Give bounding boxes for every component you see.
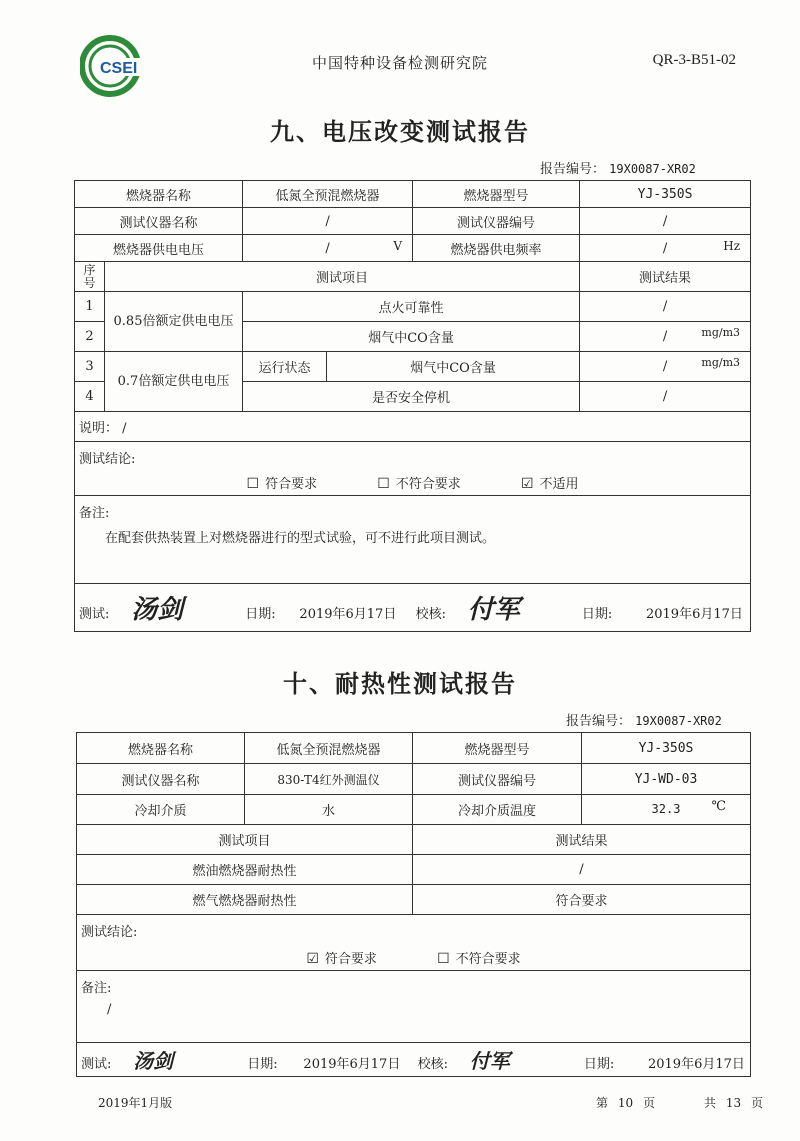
- row-item: 烟气中CO含量: [243, 322, 580, 352]
- coolant-temp-cell: [582, 795, 751, 825]
- frequency-label: 燃烧器供电频率: [413, 235, 580, 262]
- date-label: 日期:: [583, 1057, 615, 1072]
- row-no: 1: [75, 292, 105, 322]
- checked-checkbox-icon: ☑: [306, 951, 319, 967]
- remark-text: 在配套供热装置上对燃烧器进行的型式试验，可不进行此项目测试。: [105, 531, 496, 546]
- signature-row: [77, 1043, 751, 1077]
- instrument-no-value: YJ-WD-03: [582, 764, 751, 795]
- row-result: /: [580, 292, 751, 322]
- edition: 2019年1月版: [98, 1096, 173, 1110]
- page-indicator: [596, 1094, 763, 1111]
- checker-signature: 付军: [469, 1049, 510, 1073]
- burner-model-value: YJ-350S: [580, 181, 751, 208]
- tester-signature: 汤剑: [133, 1049, 174, 1073]
- conclusion-cell: [77, 915, 751, 971]
- option-not-applicable[interactable]: [521, 473, 579, 492]
- signature-row: [75, 584, 751, 632]
- checked-checkbox-icon: ☑: [520, 476, 534, 492]
- tester-label: 测试:: [81, 1057, 112, 1072]
- remark-label: 备注:: [79, 506, 110, 521]
- form-code: QR-3-B51-02: [652, 52, 736, 68]
- conclusion-label: 测试结论:: [79, 452, 136, 467]
- item-header: 测试项目: [77, 825, 413, 855]
- section10-title: 十、耐热性测试报告: [283, 670, 517, 698]
- row-result: /: [413, 855, 751, 885]
- checkbox-icon: ☐: [437, 951, 450, 967]
- option-label: 符合要求: [265, 477, 318, 492]
- burner-model-label: 燃烧器型号: [413, 181, 580, 208]
- frequency-value: /: [662, 240, 668, 256]
- remark-cell: [75, 496, 751, 584]
- voltage-label: 燃烧器供电电压: [75, 235, 243, 262]
- burner-model-value: YJ-350S: [582, 733, 751, 764]
- report-no-label: 报告编号：: [566, 714, 632, 729]
- burner-name-label: 燃烧器名称: [75, 181, 243, 208]
- row-item: 燃油燃烧器耐热性: [77, 855, 413, 885]
- conclusion-label: 测试结论:: [81, 925, 138, 940]
- note-cell: [75, 412, 751, 442]
- option-comply[interactable]: [306, 948, 377, 967]
- section9-report-no: [540, 158, 696, 177]
- instrument-no-label: 测试仪器编号: [413, 764, 582, 795]
- row-result: /: [580, 382, 751, 412]
- remark-text: /: [107, 1002, 112, 1017]
- burner-name-label: 燃烧器名称: [77, 733, 245, 764]
- organization-name: 中国特种设备检测研究院: [311, 54, 488, 72]
- checker-label: 校核:: [417, 1057, 448, 1072]
- voltage-cell: [243, 235, 413, 262]
- row-no: 3: [75, 352, 105, 382]
- voltage-value: /: [325, 240, 330, 256]
- section9-title: 九、电压改变测试报告: [270, 118, 530, 146]
- instrument-name-value: 830-T4红外测温仪: [245, 764, 413, 795]
- coolant-value: 水: [245, 795, 413, 825]
- option-label: 不适用: [539, 477, 579, 492]
- report-no-value: 19X0087-XR02: [609, 162, 696, 176]
- note-value: /: [122, 421, 127, 436]
- voltage-unit: V: [393, 239, 403, 253]
- group-07-voltage: 0.7倍额定供电电压: [105, 352, 243, 412]
- section10-report-no: [566, 710, 722, 729]
- conclusion-options: [79, 473, 746, 492]
- test-date: 2019年6月17日: [303, 1057, 401, 1072]
- total-label-pre: 共: [704, 1096, 717, 1110]
- date-label: 日期:: [245, 607, 276, 622]
- row-result-value: /: [662, 329, 668, 344]
- row-no: 2: [75, 322, 105, 352]
- run-state-label: 运行状态: [243, 352, 327, 382]
- instrument-name-value: /: [243, 208, 413, 235]
- row-item: 燃气燃烧器耐热性: [77, 885, 413, 915]
- date-label: 日期:: [247, 1057, 278, 1072]
- tester-label: 测试:: [79, 607, 110, 622]
- note-label: 说明：: [79, 421, 119, 436]
- total-pages: 13: [725, 1096, 742, 1110]
- conclusion-cell: [75, 442, 751, 496]
- check-date: 2019年6月17日: [645, 607, 743, 622]
- burner-model-label: 燃烧器型号: [413, 733, 582, 764]
- result-header: 测试结果: [580, 262, 751, 292]
- row-result: 符合要求: [413, 885, 751, 915]
- item-header: 测试项目: [105, 262, 580, 292]
- coolant-temp-value: 32.3: [651, 802, 681, 816]
- option-label: 不符合要求: [455, 952, 521, 967]
- instrument-name-label: 测试仪器名称: [77, 764, 245, 795]
- option-label: 符合要求: [324, 952, 377, 967]
- option-label: 不符合要求: [395, 477, 461, 492]
- date-label: 日期:: [581, 607, 613, 622]
- row-result: [580, 352, 751, 382]
- report-no-value: 19X0087-XR02: [635, 714, 722, 728]
- page-label-mid: 页: [642, 1096, 655, 1110]
- row-no: 4: [75, 382, 105, 412]
- row-result: [580, 322, 751, 352]
- burner-name-value: 低氮全预混燃烧器: [245, 733, 413, 764]
- option-not-comply[interactable]: [437, 948, 521, 967]
- logo-text: CSEI: [100, 60, 138, 77]
- row-unit: mg/m3: [701, 356, 741, 369]
- burner-name-value: 低氮全预混燃烧器: [243, 181, 413, 208]
- instrument-no-value: /: [580, 208, 751, 235]
- conclusion-options: [81, 948, 746, 967]
- row-item: 烟气中CO含量: [327, 352, 580, 382]
- row-result-value: /: [662, 359, 668, 374]
- coolant-temp-unit: ℃: [711, 799, 726, 814]
- checkbox-icon: ☐: [246, 476, 260, 492]
- row-unit: mg/m3: [701, 326, 741, 339]
- section9-table: [74, 180, 751, 632]
- check-date: 2019年6月17日: [647, 1057, 745, 1072]
- page-label-pre: 第: [596, 1096, 609, 1110]
- group-085-voltage: 0.85倍额定供电电压: [105, 292, 243, 352]
- checker-label: 校核:: [415, 607, 446, 622]
- tester-signature: 汤剑: [131, 595, 184, 625]
- frequency-cell: [580, 235, 751, 262]
- frequency-unit: Hz: [723, 239, 741, 253]
- instrument-no-label: 测试仪器编号: [413, 208, 580, 235]
- section10-table: [76, 732, 751, 1077]
- option-comply[interactable]: [247, 473, 318, 492]
- total-label-post: 页: [751, 1096, 764, 1110]
- result-header: 测试结果: [413, 825, 751, 855]
- test-date: 2019年6月17日: [299, 607, 397, 622]
- coolant-label: 冷却介质: [77, 795, 245, 825]
- remark-label: 备注:: [81, 981, 112, 996]
- row-item: 点火可靠性: [243, 292, 580, 322]
- seq-header: 序号: [75, 262, 105, 292]
- page-number: 10: [617, 1096, 634, 1110]
- remark-cell: [77, 971, 751, 1043]
- instrument-name-label: 测试仪器名称: [75, 208, 243, 235]
- checkbox-icon: ☐: [377, 476, 390, 492]
- option-not-comply[interactable]: [377, 473, 461, 492]
- report-no-label: 报告编号：: [540, 162, 606, 177]
- coolant-temp-label: 冷却介质温度: [413, 795, 582, 825]
- checker-signature: 付军: [467, 595, 520, 625]
- row-item: 是否安全停机: [243, 382, 580, 412]
